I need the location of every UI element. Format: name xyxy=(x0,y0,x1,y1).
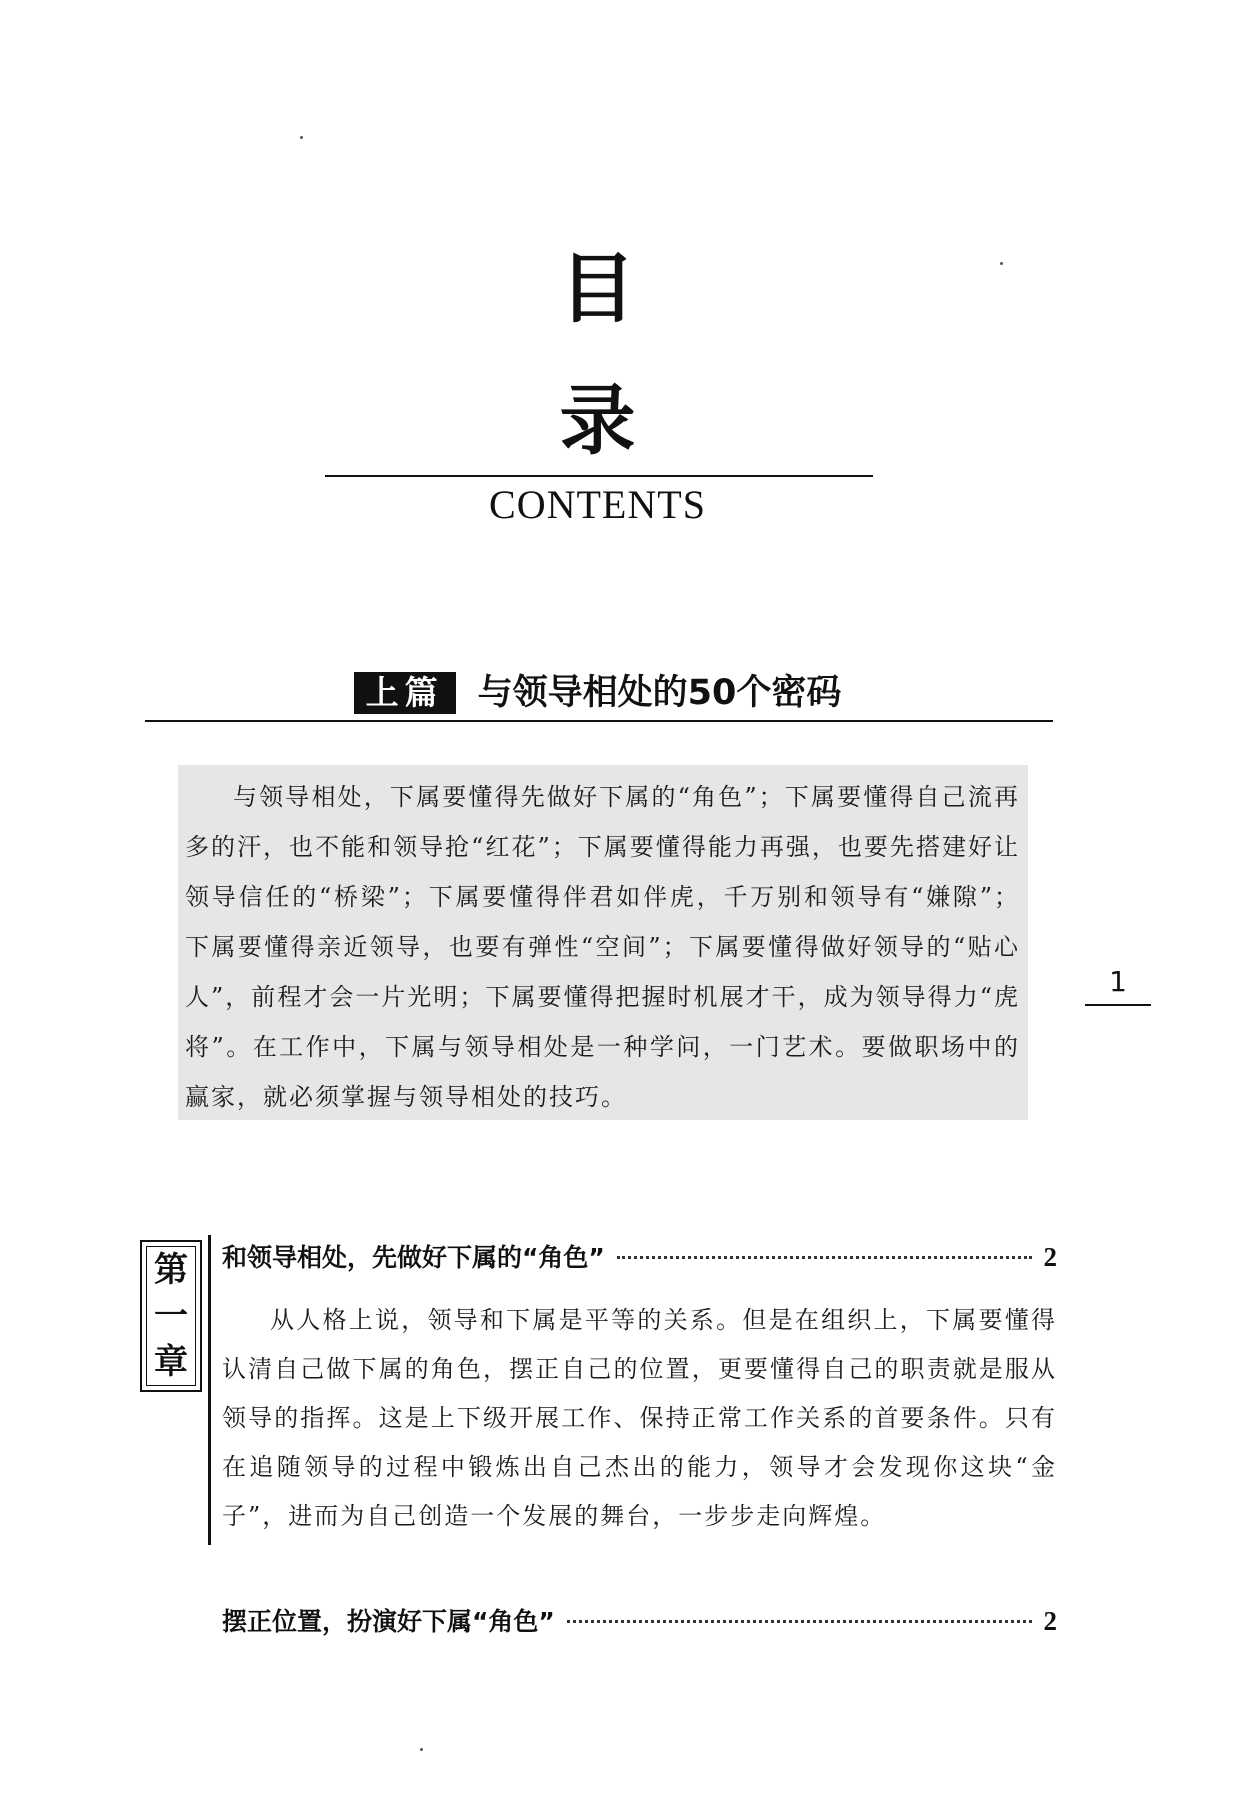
chapter-badge xyxy=(140,1240,202,1392)
toc-dot-leader xyxy=(617,1256,1032,1259)
chapter-summary: 从人格上说，领导和下属是平等的关系。但是在组织上，下属要懂得认清自己做下属的角色，摆正自己的位置，更要懂得自己的职责就是服从领导的指挥。这是上下级开展工作、保持正常工作关系的首要条件。只有在追随领导的过程中锻炼出自己杰出的能力，领导才会发现你这块“金子”，进而为自己创造一个发展的舞台，一步步走向辉煌。 xyxy=(222,1306,1057,1530)
chapter-side-rule xyxy=(208,1235,211,1545)
page-number: 1 xyxy=(1109,965,1127,998)
chapter-badge-frame xyxy=(146,1246,196,1386)
title-divider xyxy=(325,475,873,477)
part-heading xyxy=(0,667,1195,719)
toc-dot-leader xyxy=(567,1620,1032,1623)
chapter-badge-char: 第 xyxy=(154,1250,188,1290)
toc-entry-title: 和领导相处，先做好下属的“角色” xyxy=(222,1243,605,1272)
part-intro-text: 与领导相处，下属要懂得先做好下属的“角色”；下属要懂得自己流再多的汗，也不能和领导抢“红花”；下属要懂得能力再强，也要先搭建好让领导信任的“桥梁”；下属要懂得伴君如伴虎，千万别和领导有“嫌隙”；下属要懂得亲近领导，也要有弹性“空间”；下属要懂得做好领导的“贴心人”，前程才会一片光明；下属要懂得把握时机展才干，成为领导得力“虎将”。在工作中，下属与领导相处是一种学问，一门艺术。要做职场中的赢家，就必须掌握与领导相处的技巧。 xyxy=(185,783,1020,1111)
chapter-badge-char: 章 xyxy=(154,1342,188,1382)
part-badge: 上篇 xyxy=(354,672,456,714)
scan-speck xyxy=(300,136,303,139)
page-number-rule xyxy=(1085,1004,1151,1006)
toc-entry-section[interactable] xyxy=(222,1604,1057,1639)
toc-entry-page: 2 xyxy=(1043,1242,1057,1272)
toc-entry-page: 2 xyxy=(1043,1606,1057,1636)
toc-entry-title: 摆正位置，扮演好下属“角色” xyxy=(222,1607,555,1636)
part-divider xyxy=(145,720,1053,722)
contents-label: CONTENTS xyxy=(489,482,706,527)
toc-title-char-mu: 目 xyxy=(559,244,636,333)
chapter-badge-char: 一 xyxy=(154,1296,188,1336)
scan-speck xyxy=(420,1748,423,1751)
toc-title-char-lu: 录 xyxy=(559,376,636,465)
toc-entry-chapter[interactable] xyxy=(222,1240,1057,1275)
part-title[interactable]: 与领导相处的50个密码 xyxy=(477,673,842,713)
